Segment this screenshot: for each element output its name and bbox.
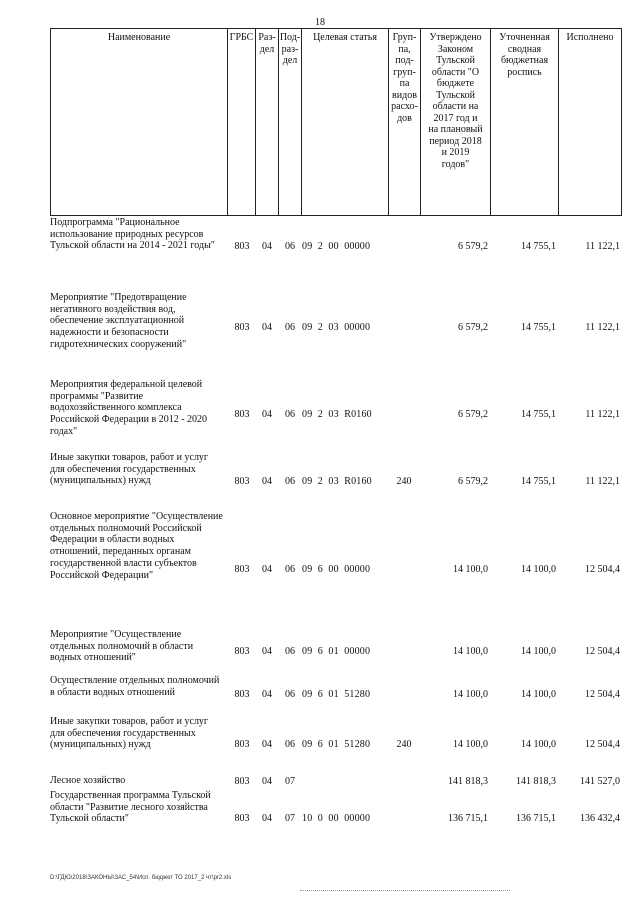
row-grbs: 803 [234,564,250,576]
row-utochnennaya: 141 818,3 [516,775,556,787]
row-name: Подпрограмма "Рациональное использование природных ресурсов Тульской области на 2014 - 2021 годы" [50,217,215,252]
row-razdel: 04 [262,475,272,487]
table-row [0,217,640,276]
row-name: Мероприятие "Осуществление отдельных полномочий в области водных отношений" [50,629,194,664]
row-razdel: 04 [262,564,272,576]
row-utochnennaya: 14 755,1 [521,240,556,252]
row-grbs: 803 [234,689,250,701]
row-podrazdel: 07 [285,813,295,825]
row-utochnennaya: 14 755,1 [521,321,556,333]
row-tselevaya-statya: 09 2 03 R0160 [302,475,372,487]
row-grbs: 803 [234,321,250,333]
header-podrazdel: Под- раз- дел [278,28,301,216]
row-name: Мероприятие "Предотвращение негативного воздействия вод, обеспечение эксплуатационной надежности и безопасности гидротехнических сооружений" [50,292,187,350]
row-utverzhdeno: 14 100,0 [453,689,488,701]
row-grbs: 803 [234,739,250,751]
row-utochnennaya: 14 755,1 [521,408,556,420]
row-tselevaya-statya: 09 2 03 R0160 [302,408,372,420]
row-ispolneno: 11 122,1 [585,475,620,487]
row-podrazdel: 06 [285,240,295,252]
row-razdel: 04 [262,321,272,333]
row-podrazdel: 06 [285,646,295,658]
row-utochnennaya: 136 715,1 [516,813,556,825]
header-grbs: ГРБС [227,28,255,216]
row-utochnennaya: 14 100,0 [521,646,556,658]
row-ispolneno: 136 432,4 [580,813,620,825]
row-utverzhdeno: 136 715,1 [448,813,488,825]
row-utochnennaya: 14 100,0 [521,564,556,576]
table-row [0,790,640,848]
header-razdel: Раз- дел [255,28,278,216]
row-utverzhdeno: 6 579,2 [458,475,488,487]
header-tselevaya-statya: Целевая статья [301,28,388,216]
row-grbs: 803 [234,775,250,787]
row-razdel: 04 [262,739,272,751]
row-podrazdel: 06 [285,564,295,576]
row-razdel: 04 [262,646,272,658]
header-gruppa-vidov-rashodov: Груп- па, под- груп- па видов расхо- дов [388,28,420,216]
row-ispolneno: 12 504,4 [585,689,620,701]
table-row [0,452,640,511]
row-podrazdel: 06 [285,321,295,333]
row-grbs: 803 [234,240,250,252]
row-vid-rashodov: 240 [396,739,412,751]
row-utverzhdeno: 6 579,2 [458,240,488,252]
row-utverzhdeno: 6 579,2 [458,321,488,333]
row-utverzhdeno: 6 579,2 [458,408,488,420]
row-grbs: 803 [234,646,250,658]
table-row [0,629,640,675]
row-vid-rashodov: 240 [396,475,412,487]
row-tselevaya-statya: 09 2 00 00000 [302,240,371,252]
header-utverzhdeno: Утверждено Законом Тульской области "О бюджете Тульской области на 2017 год и на плановый период 2018 и 2019 годов" [420,28,490,216]
row-ispolneno: 11 122,1 [585,408,620,420]
row-razdel: 04 [262,689,272,701]
row-ispolneno: 11 122,1 [585,240,620,252]
row-razdel: 04 [262,813,272,825]
page-number: 18 [315,17,325,28]
row-name: Лесное хозяйство [50,775,126,786]
table-row [0,675,640,715]
row-podrazdel: 06 [285,689,295,701]
header-name: Наименование [50,28,227,216]
row-grbs: 803 [234,475,250,487]
row-utverzhdeno: 141 818,3 [448,775,488,787]
row-utochnennaya: 14 755,1 [521,475,556,487]
table-row [0,379,640,450]
row-podrazdel: 06 [285,408,295,420]
row-name: Мероприятия федеральной целевой программы "Развитие водохозяйственного комплекса Российской Федерации в 2012 - 2020 годах" [50,379,208,437]
row-tselevaya-statya: 09 6 01 51280 [302,689,371,701]
row-razdel: 04 [262,408,272,420]
row-ispolneno: 12 504,4 [585,646,620,658]
row-grbs: 803 [234,813,250,825]
row-ispolneno: 12 504,4 [585,739,620,751]
header-ispolneno: Исполнено [558,28,622,216]
row-utochnennaya: 14 100,0 [521,739,556,751]
row-ispolneno: 141 527,0 [580,775,620,787]
row-podrazdel: 06 [285,475,295,487]
row-name: Иные закупки товаров, работ и услуг для обеспечения государственных (муниципальных) нужд [50,716,209,751]
row-razdel: 04 [262,240,272,252]
row-podrazdel: 07 [285,775,295,787]
row-name: Иные закупки товаров, работ и услуг для обеспечения государственных (муниципальных) нужд [50,452,209,487]
file-path-footer: D:\ГДЮ\2018\ЗАКОНЫ\ЗАС_54\Исп. бюджет ТО 2017_2 чт\pr2.xls [50,875,232,881]
scan-artifact-line [300,890,510,891]
table-row [0,716,640,774]
row-razdel: 04 [262,775,272,787]
row-grbs: 803 [234,408,250,420]
row-ispolneno: 12 504,4 [585,564,620,576]
row-tselevaya-statya: 09 6 00 00000 [302,564,371,576]
row-utverzhdeno: 14 100,0 [453,646,488,658]
table-row [0,292,640,363]
row-podrazdel: 06 [285,739,295,751]
row-utverzhdeno: 14 100,0 [453,564,488,576]
row-name: Осуществление отдельных полномочий в области водных отношений [50,675,220,698]
table-row [0,511,640,629]
row-tselevaya-statya: 09 2 03 00000 [302,321,371,333]
row-tselevaya-statya: 10 0 00 00000 [302,813,371,825]
row-ispolneno: 11 122,1 [585,321,620,333]
row-utverzhdeno: 14 100,0 [453,739,488,751]
row-tselevaya-statya: 09 6 01 51280 [302,739,371,751]
row-name: Основное мероприятие "Осуществление отдельных полномочий Российской Федерации в области водных отношений, переданных органам государственной власти субъектов Российской Федерации" [50,511,223,581]
row-tselevaya-statya: 09 6 01 00000 [302,646,371,658]
header-utochnennaya-rospis: Уточненная сводная бюджетная роспись [490,28,558,216]
row-utochnennaya: 14 100,0 [521,689,556,701]
row-name: Государственная программа Тульской области "Развитие лесного хозяйства Тульской области" [50,790,211,825]
table-row [0,775,640,788]
